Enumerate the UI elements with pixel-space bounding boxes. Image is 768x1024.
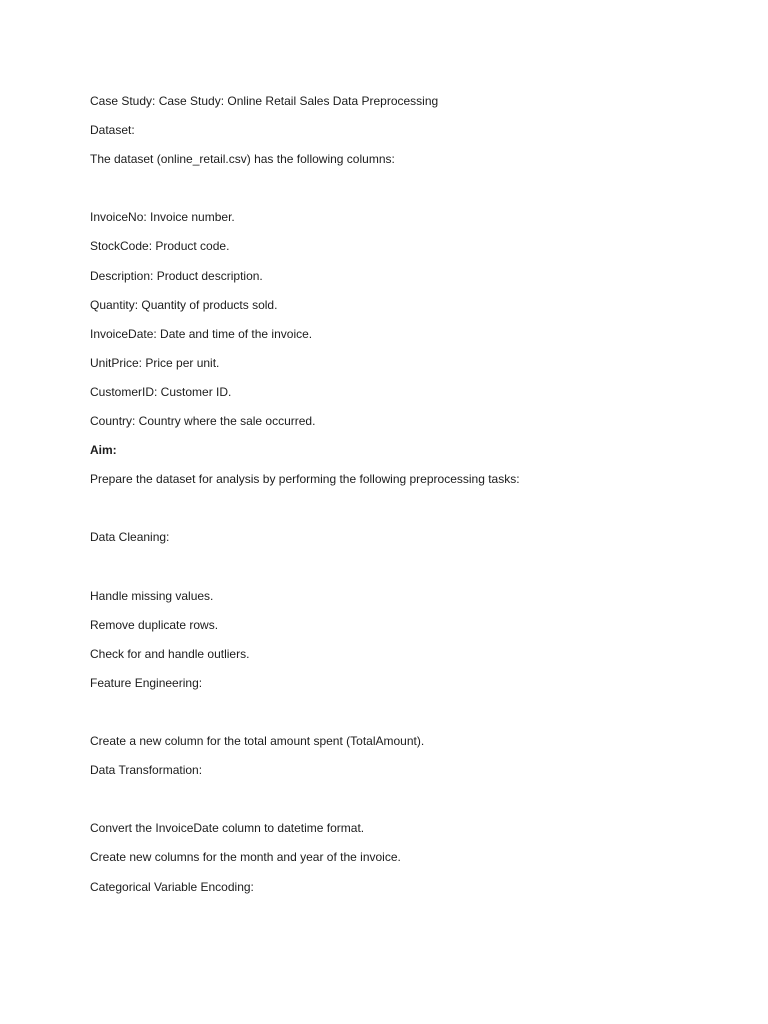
- column-item: InvoiceDate: Date and time of the invoice.: [90, 326, 313, 341]
- blank-line: [90, 494, 768, 523]
- feature-engineering-heading: Feature Engineering:: [90, 675, 203, 690]
- blank-line: [90, 174, 768, 203]
- column-item: StockCode: Product code.: [90, 239, 230, 254]
- column-item: Description: Product description.: [90, 268, 263, 283]
- task-item: Create a new column for the total amount spent (TotalAmount).: [90, 734, 425, 749]
- task-item: Check for and handle outliers.: [90, 646, 250, 661]
- feature-engineering-task-list: [90, 727, 768, 756]
- column-item: UnitPrice: Price per unit.: [90, 355, 220, 370]
- data-transformation-heading: Data Transformation:: [90, 763, 203, 778]
- data-cleaning-heading: Data Cleaning:: [90, 530, 170, 545]
- task-item: Create new columns for the month and year of the invoice.: [90, 850, 401, 865]
- aim-heading: Aim:: [90, 443, 117, 458]
- task-item: Remove duplicate rows.: [90, 617, 219, 632]
- categorical-encoding-heading: Categorical Variable Encoding:: [90, 879, 254, 894]
- aim-text: Prepare the dataset for analysis by performing the following preprocessing tasks:: [90, 472, 520, 487]
- case-study-title: Case Study: Case Study: Online Retail Sales Data Preprocessing: [90, 94, 439, 108]
- task-item: Convert the InvoiceDate column to datetime format.: [90, 821, 365, 836]
- blank-line: [90, 785, 768, 814]
- column-item: Country: Country where the sale occurred.: [90, 414, 316, 429]
- data-transformation-task-list: [90, 814, 768, 872]
- column-item: InvoiceNo: Invoice number.: [90, 210, 235, 225]
- dataset-intro: The dataset (online_retail.csv) has the following columns:: [90, 152, 395, 167]
- blank-line: [90, 698, 768, 727]
- data-cleaning-task-list: [90, 582, 768, 669]
- dataset-heading: Dataset:: [90, 123, 135, 138]
- column-list: [90, 203, 768, 436]
- task-item: Handle missing values.: [90, 588, 214, 603]
- blank-line: [90, 553, 768, 582]
- column-item: Quantity: Quantity of products sold.: [90, 297, 278, 312]
- column-item: CustomerID: Customer ID.: [90, 384, 232, 399]
